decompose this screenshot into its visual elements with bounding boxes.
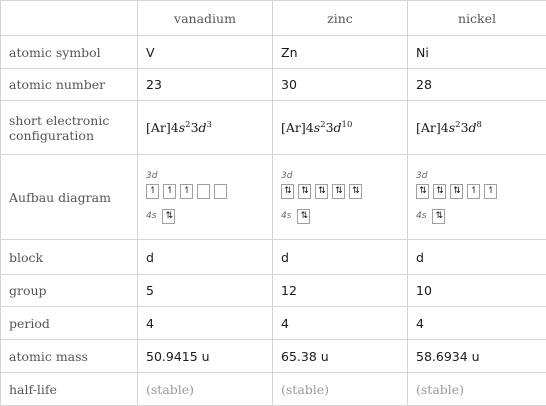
orbital-box [214,184,227,199]
orbital-row-4s [416,209,538,224]
orbital-box: ↿ [467,184,480,199]
row-period [1,307,546,340]
orbital-box: ⇅ [162,209,175,224]
atomic-symbol-nickel: Ni [408,36,546,69]
orbital-box: ↿ [484,184,497,199]
label-atomic-number: atomic number [1,69,138,101]
label-atomic-symbol: atomic symbol [1,36,138,69]
orbital-box: ⇅ [433,184,446,199]
orbital-row-4s [146,209,264,224]
aufbau-nickel [408,155,546,240]
group-vanadium: 5 [138,275,273,307]
orbital-label-3d: 3d [281,170,293,181]
orbital-label-4s: 4s [281,211,292,221]
atomic-mass-zinc: 65.38 u [273,340,408,373]
label-group: group [1,275,138,307]
block-zinc: d [273,240,408,275]
atomic-symbol-vanadium: V [138,36,273,69]
atomic-number-vanadium: 23 [138,69,273,101]
header-corner [1,1,138,36]
atomic-number-zinc: 30 [273,69,408,101]
orbital-label-4s: 4s [146,211,157,221]
label-atomic-mass: atomic mass [1,340,138,373]
block-vanadium: d [138,240,273,275]
aufbau-zinc [273,155,408,240]
orbital-row-4s [281,209,399,224]
period-zinc: 4 [273,307,408,340]
row-atomic-mass [1,340,546,373]
row-electron-config [1,101,546,155]
orbital-box: ⇅ [281,184,294,199]
row-aufbau [1,155,546,240]
label-half-life: half-life [1,373,138,406]
electron-config-nickel: $[Ar]4s^23d^8$ [408,101,546,155]
orbital-box: ⇅ [298,184,311,199]
orbital-box: ⇅ [450,184,463,199]
orbital-box: ⇅ [297,209,310,224]
label-period: period [1,307,138,340]
atomic-mass-nickel: 58.6934 u [408,340,546,373]
orbital-box: ⇅ [349,184,362,199]
orbital-label-3d: 3d [146,170,158,181]
label-aufbau: Aufbau diagram [1,155,138,240]
orbital-boxes-3d [146,184,264,199]
header-vanadium: vanadium [138,1,273,36]
orbital-label-3d: 3d [416,170,428,181]
block-nickel: d [408,240,546,275]
orbital-box: ↿ [163,184,176,199]
electron-config-vanadium: $[Ar]4s^23d^3$ [138,101,273,155]
orbital-label-4s: 4s [416,211,427,221]
header-zinc: zinc [273,1,408,36]
electron-config-zinc: $[Ar]4s^23d^{10}$ [273,101,408,155]
row-group [1,275,546,307]
period-vanadium: 4 [138,307,273,340]
orbital-box: ⇅ [432,209,445,224]
period-nickel: 4 [408,307,546,340]
atomic-symbol-zinc: Zn [273,36,408,69]
orbital-boxes-3d [281,184,399,199]
orbital-boxes-3d [416,184,538,199]
row-atomic-number [1,69,546,101]
header-nickel: nickel [408,1,546,36]
group-zinc: 12 [273,275,408,307]
half-life-zinc: (stable) [273,373,408,406]
aufbau-vanadium [138,155,273,240]
atomic-number-nickel: 28 [408,69,546,101]
orbital-box: ↿ [146,184,159,199]
label-electron-config: short electronic configuration [1,101,138,155]
group-nickel: 10 [408,275,546,307]
orbital-box: ↿ [180,184,193,199]
half-life-vanadium: (stable) [138,373,273,406]
orbital-box [197,184,210,199]
orbital-box: ⇅ [332,184,345,199]
row-half-life [1,373,546,406]
row-block [1,240,546,275]
header-row [1,1,546,36]
half-life-nickel: (stable) [408,373,546,406]
atomic-mass-vanadium: 50.9415 u [138,340,273,373]
orbital-box: ⇅ [315,184,328,199]
label-block: block [1,240,138,275]
orbital-box: ⇅ [416,184,429,199]
row-atomic-symbol [1,36,546,69]
